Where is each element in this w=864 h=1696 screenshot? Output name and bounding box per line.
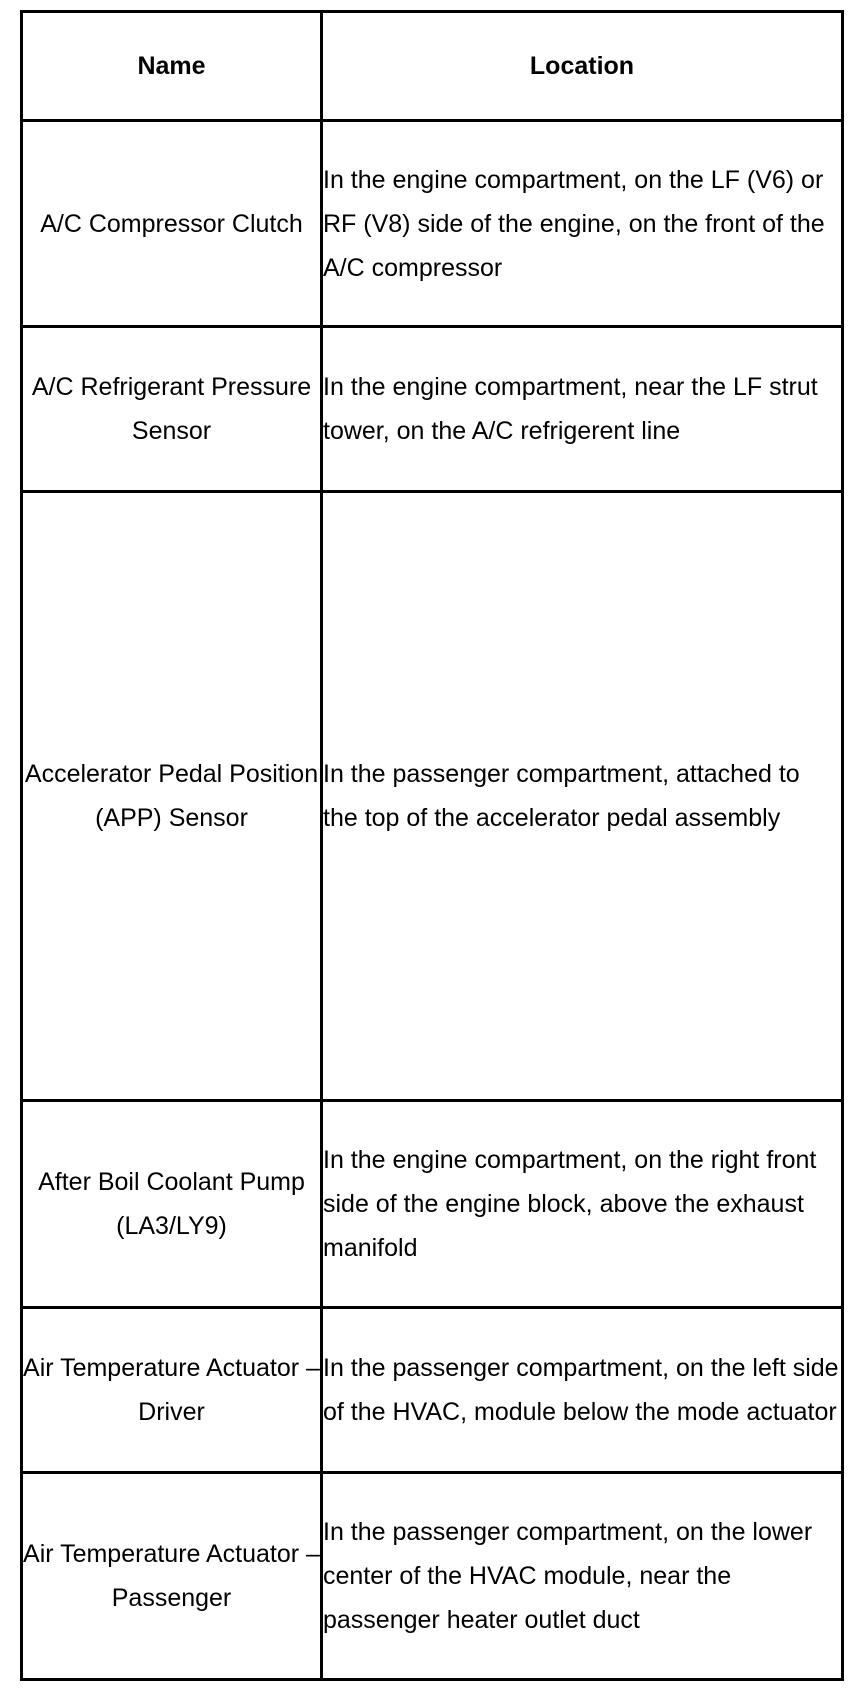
component-name-cell: Accelerator Pedal Position (APP) Sensor <box>22 492 322 1101</box>
location-column-header: Location <box>322 12 843 121</box>
table-row <box>22 492 843 1101</box>
component-name-cell: Air Temperature Actuator – Passenger <box>22 1473 322 1680</box>
component-location-cell: In the engine compartment, on the right front side of the engine block, above the exhaust manifold <box>322 1101 843 1308</box>
component-location-cell: In the passenger compartment, attached to the top of the accelerator pedal assembly <box>322 492 843 1101</box>
component-location-cell: In the engine compartment, on the LF (V6) or RF (V8) side of the engine, on the front of the A/C compressor <box>322 121 843 327</box>
name-column-header: Name <box>22 12 322 121</box>
table-row <box>22 1308 843 1473</box>
component-location-table <box>20 10 844 1681</box>
table-row <box>22 1473 843 1680</box>
component-name-cell: Air Temperature Actuator – Driver <box>22 1308 322 1473</box>
table-row <box>22 1101 843 1308</box>
component-location-cell: In the engine compartment, near the LF strut tower, on the A/C refrigerent line <box>322 327 843 492</box>
table-row <box>22 121 843 327</box>
table-header-row <box>22 12 843 121</box>
component-name-cell: A/C Refrigerant Pressure Sensor <box>22 327 322 492</box>
component-name-cell: After Boil Coolant Pump (LA3/LY9) <box>22 1101 322 1308</box>
component-name-cell: A/C Compressor Clutch <box>22 121 322 327</box>
component-location-cell: In the passenger compartment, on the left side of the HVAC, module below the mode actuator <box>322 1308 843 1473</box>
component-location-cell: In the passenger compartment, on the lower center of the HVAC module, near the passenger heater outlet duct <box>322 1473 843 1680</box>
table-row <box>22 327 843 492</box>
